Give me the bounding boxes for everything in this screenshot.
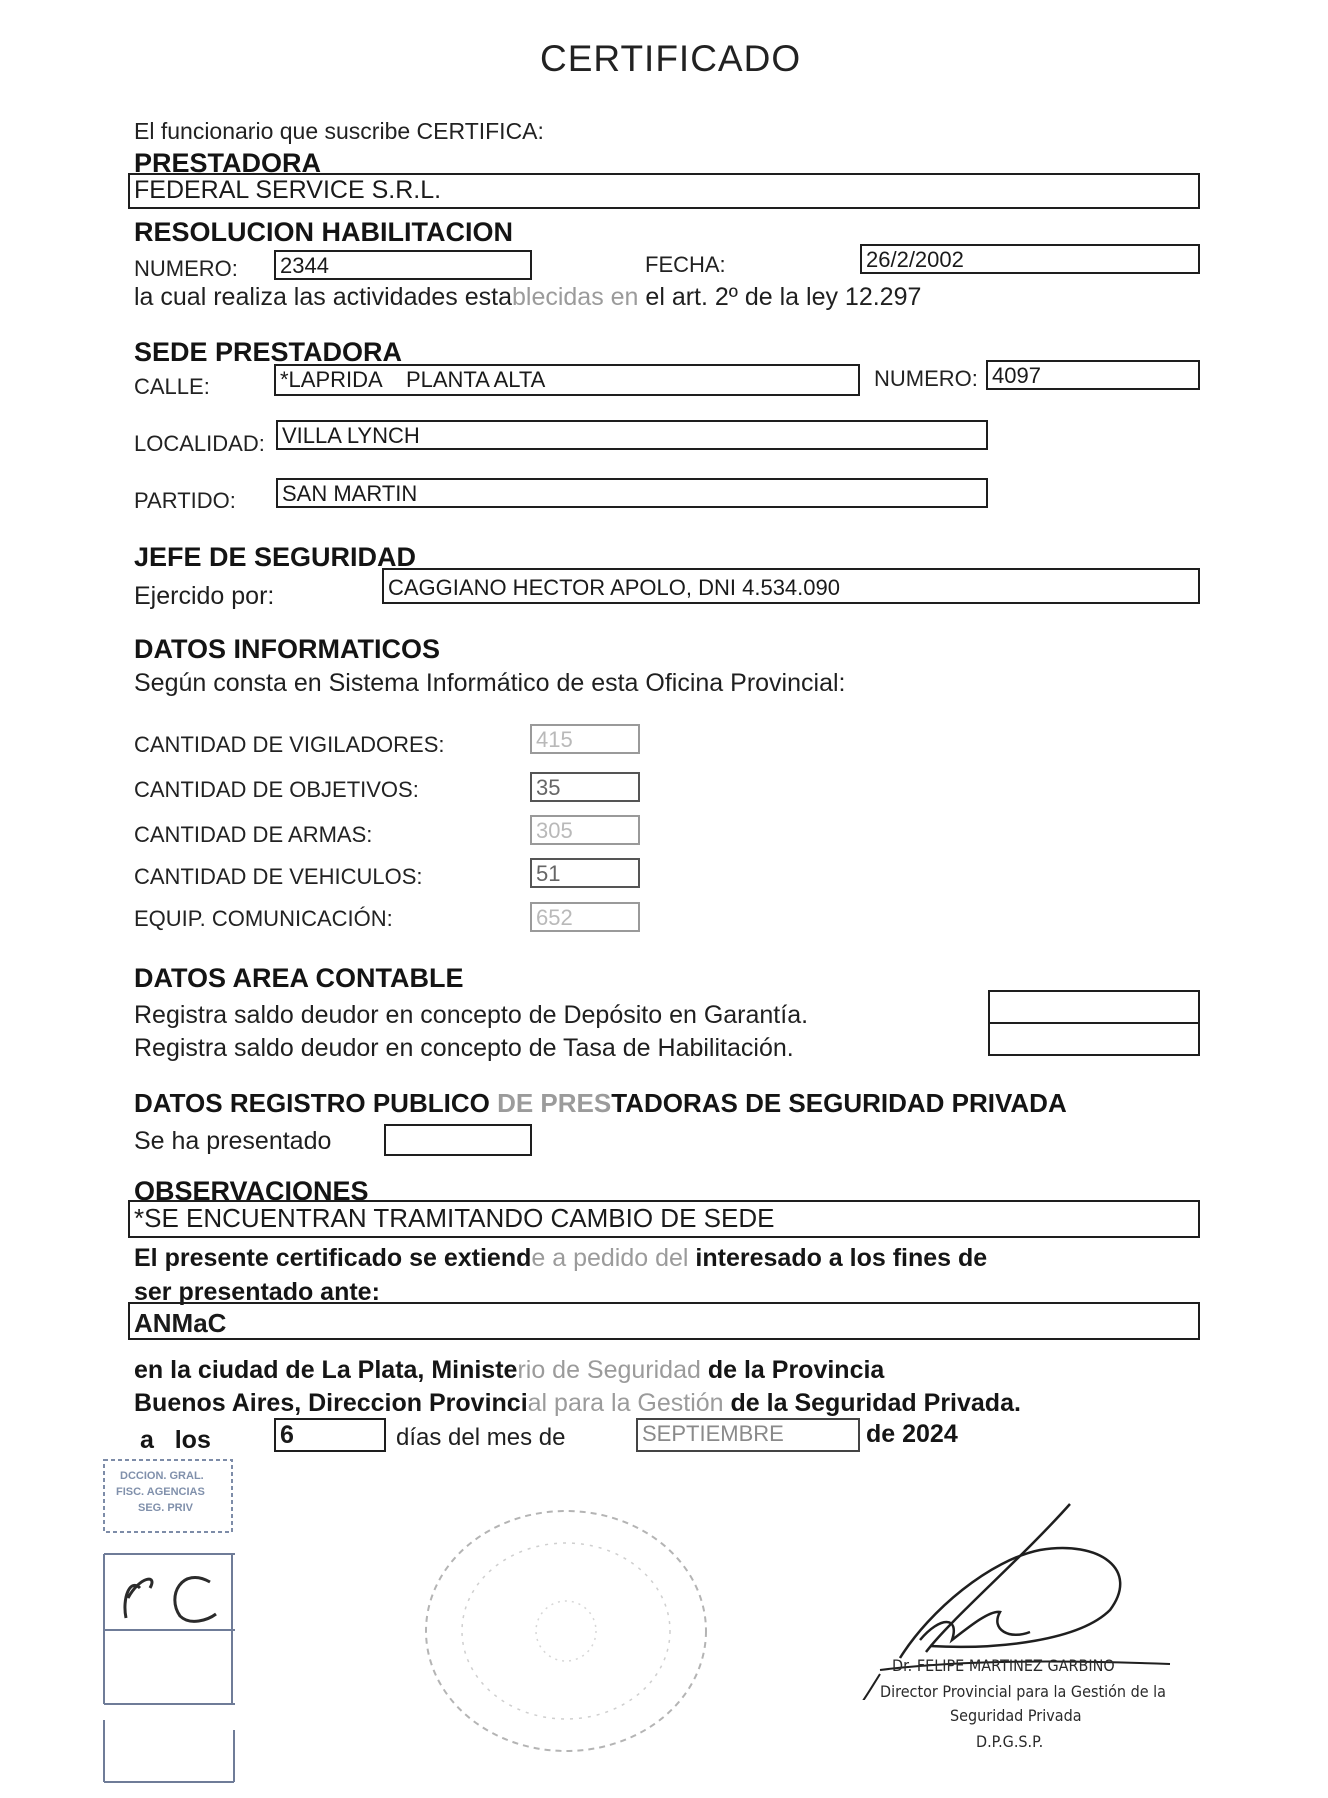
- contable-box-2: [988, 1022, 1200, 1056]
- contable-line-1: Registra saldo deudor en concepto de Depósito en Garantía.: [134, 1001, 809, 1029]
- contable-heading: DATOS AREA CONTABLE: [134, 963, 464, 993]
- registro-field: [384, 1124, 532, 1156]
- official-seal: [416, 1500, 716, 1762]
- registro-heading: DATOS REGISTRO PUBLICO DE PRESTADORAS DE SEGURIDAD PRIVADA: [134, 1088, 1067, 1118]
- ante-field: ANMaC: [128, 1302, 1200, 1340]
- jefe-label: Ejercido por:: [134, 582, 275, 610]
- cierre-line-1: en la ciudad de La Plata, Ministerio de Seguridad de la Provincia: [134, 1356, 885, 1384]
- observaciones-heading: OBSERVACIONES: [134, 1176, 369, 1206]
- margin-stamp-line-2: FISC. AGENCIAS: [116, 1486, 205, 1498]
- comunicacion-field: 652: [530, 902, 640, 932]
- anio-text: de 2024: [866, 1420, 958, 1448]
- contable-box-1: [988, 990, 1200, 1024]
- resolucion-fecha-label: FECHA:: [645, 252, 726, 277]
- margin-stamp-line-1: DCCION. GRAL.: [120, 1470, 204, 1482]
- sede-numero-field: 4097: [986, 360, 1200, 390]
- vehiculos-field: 51: [530, 858, 640, 888]
- presente-line-1: El presente certificado se extiende a pedido del interesado a los fines de: [134, 1244, 988, 1272]
- intro-text: El funcionario que suscribe CERTIFICA:: [134, 118, 544, 144]
- document-title: CERTIFICADO: [540, 38, 802, 79]
- cierre-line-2: Buenos Aires, Direccion Provincial para la Gestión de la Seguridad Privada.: [134, 1389, 1021, 1417]
- jefe-heading: JEFE DE SEGURIDAD: [134, 542, 417, 572]
- presente-line-2: ser presentado ante:: [134, 1278, 380, 1306]
- contable-line-2: Registra saldo deudor en concepto de Tasa de Habilitación.: [134, 1034, 794, 1062]
- signer-name: Dr. FELIPE MARTINEZ GARBINO: [892, 1656, 1115, 1675]
- signer-title-1: Director Provincial para la Gestión de la: [880, 1682, 1167, 1701]
- resolucion-text: la cual realiza las actividades establecidas en el art. 2º de la ley 12.297: [134, 283, 922, 311]
- resolucion-numero-field: 2344: [274, 250, 532, 280]
- sede-partido-field: SAN MARTIN: [276, 478, 988, 508]
- sede-calle-field: *LAPRIDA PLANTA ALTA: [274, 364, 860, 396]
- objetivos-field: 35: [530, 772, 640, 802]
- signer-title-2: Seguridad Privada: [950, 1706, 1082, 1725]
- resolucion-fecha-field: 26/2/2002: [860, 244, 1200, 274]
- observaciones-field: *SE ENCUENTRAN TRAMITANDO CAMBIO DE SEDE: [128, 1200, 1200, 1238]
- sede-localidad-field: VILLA LYNCH: [276, 420, 988, 450]
- vehiculos-label: CANTIDAD DE VEHICULOS:: [134, 864, 423, 889]
- prestadora-name-field: FEDERAL SERVICE S.R.L.: [128, 173, 1200, 209]
- resolucion-numero-label: NUMERO:: [134, 256, 238, 281]
- armas-field: 305: [530, 815, 640, 845]
- sede-localidad-label: LOCALIDAD:: [134, 431, 265, 456]
- prestadora-heading: PRESTADORA: [134, 148, 322, 178]
- objetivos-label: CANTIDAD DE OBJETIVOS:: [134, 777, 419, 802]
- informaticos-heading: DATOS INFORMATICOS: [134, 634, 440, 664]
- margin-stamp-line-3: SEG. PRIV: [138, 1502, 194, 1514]
- official-seal-graphic: [416, 1500, 716, 1762]
- a-los-text: a los: [140, 1426, 211, 1454]
- margin-stamp: [100, 1458, 240, 1788]
- jefe-field: CAGGIANO HECTOR APOLO, DNI 4.534.090: [382, 568, 1200, 604]
- sede-calle-label: CALLE:: [134, 374, 210, 399]
- comunicacion-label: EQUIP. COMUNICACIÓN:: [134, 906, 393, 931]
- vigiladores-label: CANTIDAD DE VIGILADORES:: [134, 732, 445, 757]
- vigiladores-field: 415: [530, 724, 640, 754]
- registro-label: Se ha presentado: [134, 1127, 332, 1155]
- sede-partido-label: PARTIDO:: [134, 488, 236, 513]
- signer-title-3: D.P.G.S.P.: [976, 1732, 1044, 1751]
- mes-field: SEPTIEMBRE: [636, 1418, 860, 1452]
- resolucion-heading: RESOLUCION HABILITACION: [134, 217, 513, 247]
- sede-numero-label: NUMERO:: [874, 366, 978, 391]
- informaticos-text: Según consta en Sistema Informático de esta Oficina Provincial:: [134, 669, 846, 697]
- dias-del-mes-text: días del mes de: [396, 1424, 566, 1451]
- dia-field: 6: [274, 1418, 386, 1452]
- sede-heading: SEDE PRESTADORA: [134, 337, 403, 367]
- armas-label: CANTIDAD DE ARMAS:: [134, 822, 373, 847]
